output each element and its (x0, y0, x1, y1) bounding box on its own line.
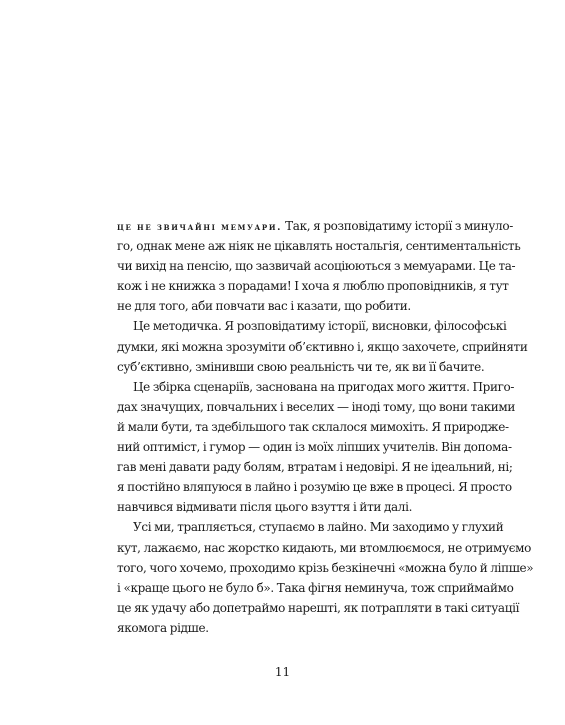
text-line: якомога рідше. (117, 620, 209, 635)
page-number: 11 (274, 665, 291, 679)
body-text (117, 216, 534, 638)
text-line (117, 216, 513, 236)
text-line: чи вихід на пенсію, що зазвичай асоціюються з мемуарами. Це та- (117, 259, 516, 274)
text-line: і «краще цього не було б». Така фігня неминуча, тож сприймаймо (117, 580, 514, 595)
text-line: кут, лажаємо, нас жорстко кидають, ми втомлюємося, не отримуємо (117, 540, 531, 555)
text-line: суб’єктивно, змінивши свою реальність чи те, як ви її бачите. (117, 359, 485, 374)
text-line: навчився відмивати після цього взуття і йти далі. (117, 500, 413, 515)
text-line: це як удачу або допетраймо нарешті, як потрапляти в такі ситуації (117, 600, 520, 615)
text-line: Усі ми, трапляється, ступаємо в лайно. Ми заходимо у глухий (133, 520, 504, 535)
text-line: го, однак мене аж ніяк не цікавлять ностальгія, сентиментальність (117, 239, 521, 254)
lead-in-caps: це не звичайні мемуари. (117, 222, 283, 233)
text-line: кож і не книжка з порадами! І хоча я люблю проповідників, я тут (117, 279, 509, 294)
paragraph-3 (117, 377, 516, 518)
paragraph-2 (117, 316, 528, 376)
text-line-fragment: Так, я розповідатиму історії з минуло- (282, 219, 513, 233)
text-line: того, чого хочемо, проходимо крізь безкінечні «можна було й ліпше» (117, 560, 534, 575)
text-line: й мали бути, та здебільшого так склалося мимохіть. Я природже- (117, 419, 509, 434)
paragraph-4 (117, 517, 534, 638)
text-line: гав мені давати раду болям, втратам і недовірі. Я не ідеальний, ні; (117, 460, 513, 475)
text-line: Це збірка сценаріїв, заснована на пригодах мого життя. Приго- (133, 379, 515, 394)
text-line: не для того, аби повчати вас і казати, що робити. (117, 299, 411, 314)
text-line: думки, які можна зрозуміти об’єктивно і, якщо захочете, сприйняти (117, 339, 528, 354)
text-line: дах значущих, повчальних і веселих — іноді тому, що вони такими (117, 399, 516, 414)
text-line: Це методичка. Я розповідатиму історії, висновки, філософські (133, 319, 507, 334)
text-line: ний оптиміст, і гумор — один із моїх ліпших учителів. Він допома- (117, 440, 512, 455)
text-line: я постійно вляпуюся в лайно і розумію це вже в процесі. Я просто (117, 480, 512, 495)
paragraph-1 (117, 216, 521, 316)
